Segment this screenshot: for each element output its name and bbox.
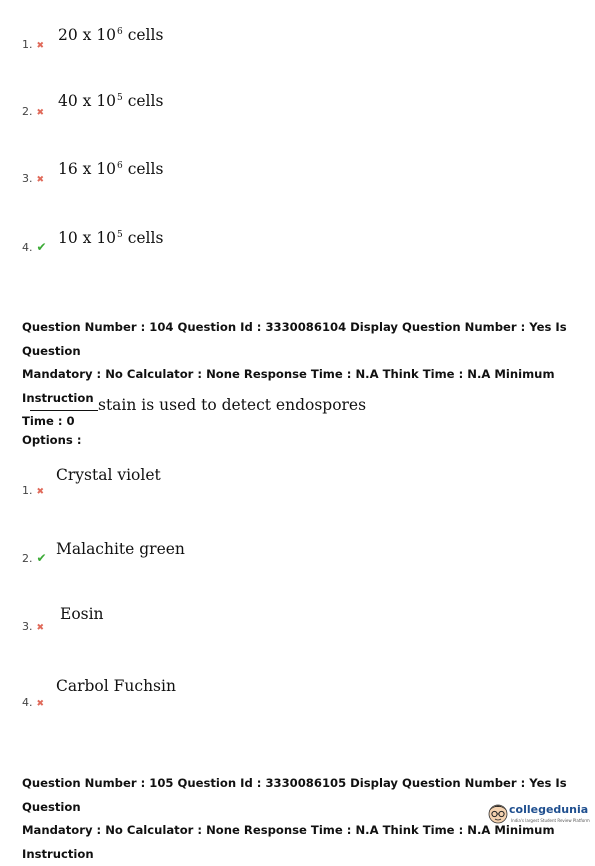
cross-icon: ✖	[36, 41, 45, 51]
collegedunia-logo	[487, 800, 590, 832]
option-text: 16 x $10^6$ cells	[58, 160, 164, 178]
cross-icon: ✖	[36, 623, 45, 633]
option-number: 1.	[22, 484, 33, 497]
option-number: 2.	[22, 105, 33, 118]
option-text: Carbol Fuchsin	[56, 677, 176, 695]
option-text: 40 x $10^5$ cells	[58, 92, 164, 110]
option-number: 3.	[22, 620, 33, 633]
option-number: 2.	[22, 552, 33, 565]
option-text: Eosin	[60, 605, 104, 623]
question-105-meta: Question Number : 105 Question Id : 3330086105 Display Question Number : Yes Is Question Mandatory : No Calculator : None Response Time : N.A Think Time : N.A Minimum Instruction	[22, 776, 567, 861]
options-label: Options :	[22, 433, 82, 447]
logo-tagline: India's largest Student Review Platform	[511, 818, 590, 823]
option-number: 3.	[22, 172, 33, 185]
cross-icon: ✖	[36, 175, 45, 185]
option-text: 10 x $10^5$ cells	[58, 229, 164, 247]
question-104-meta: Question Number : 104 Question Id : 3330086104 Display Question Number : Yes Is Question Mandatory : No Calculator : None Response Time : N.A Think Time : N.A Minimum Instruction Time : 0	[22, 320, 567, 428]
option-number: 1.	[22, 38, 33, 51]
check-icon: ✔	[36, 240, 47, 254]
fill-in-blank	[30, 396, 98, 411]
option-text: 20 x $10^6$ cells	[58, 26, 164, 44]
option-text: Malachite green	[56, 540, 185, 558]
cross-icon: ✖	[36, 699, 45, 709]
check-icon: ✔	[36, 551, 47, 565]
option-number: 4.	[22, 241, 33, 254]
option-number: 4.	[22, 696, 33, 709]
cross-icon: ✖	[36, 487, 45, 497]
cross-icon: ✖	[36, 108, 45, 118]
option-text: Crystal violet	[56, 466, 161, 484]
logo-wordmark: collegedunia	[509, 803, 589, 816]
mascot-icon	[487, 800, 509, 826]
question-104-text: stain is used to detect endospores	[30, 396, 366, 414]
